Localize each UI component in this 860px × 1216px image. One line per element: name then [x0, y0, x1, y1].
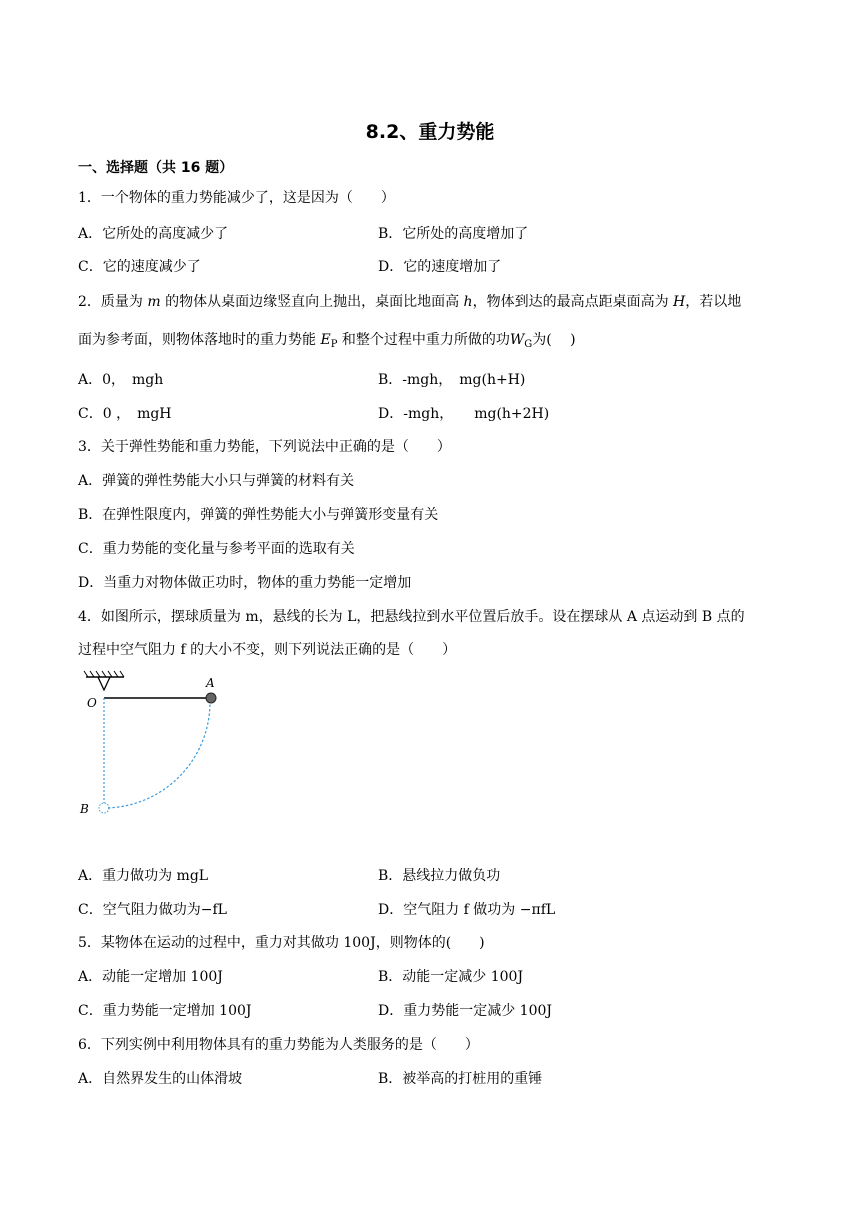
question-5-option-d: D．重力势能一定减少 100J [378, 1003, 553, 1019]
question-6-stem: 6．下列实例中利用物体具有的重力势能为人类服务的是（ ） [78, 1037, 479, 1053]
label-b: B [80, 802, 89, 816]
question-5-option-a: A．动能一定增加 100J [78, 969, 223, 985]
page-title: 8.2、重力势能 [365, 121, 495, 143]
question-5-stem: 5．某物体在运动的过程中，重力对其做功 100J，则物体的( ) [78, 935, 485, 951]
symbol-wg: W [509, 332, 525, 348]
question-3-option-d: D．当重力对物体做正功时，物体的重力势能一定增加 [78, 575, 412, 591]
question-2-option-a: A．0， mgh [78, 372, 164, 388]
question-4-option-b: B．悬线拉力做负功 [378, 868, 501, 884]
question-5-option-b: B．动能一定减少 100J [378, 969, 524, 985]
pendulum-ball-a [206, 693, 216, 703]
swing-arc-dashed [106, 700, 210, 808]
question-6-option-b: B．被举高的打桩用的重锤 [378, 1071, 543, 1087]
var-h: h [463, 294, 473, 310]
label-a: A [206, 676, 215, 690]
question-2-stem-line2: 面为参考面，则物体落地时的重力势能 $E_P$ 和整个过程中重力所做的功$W_G$为( ) [78, 332, 576, 350]
question-2-option-d: D．-mgh， mg(h+2H) [378, 406, 550, 422]
question-4-option-d: D．空气阻力 f 做功为 −πfL [378, 902, 556, 918]
question-1-option-d: D．它的速度增加了 [378, 259, 502, 275]
question-3-option-c: C．重力势能的变化量与参考平面的选取有关 [78, 541, 355, 557]
question-1-option-a: A．它所处的高度减少了 [78, 226, 229, 242]
pendulum-figure [78, 670, 228, 820]
question-6-option-a: A．自然界发生的山体滑坡 [78, 1071, 243, 1087]
question-4-stem-line1: 4．如图所示，摆球质量为 m，悬线的长为 L，把悬线拉到水平位置后放手。设在摆球从 A 点运动到 B 点的 [78, 609, 745, 625]
pendulum-ball-b-dashed [99, 803, 109, 813]
question-4-option-a: A．重力做功为 mgL [78, 868, 209, 884]
question-3-option-a: A．弹簧的弹性势能大小只与弹簧的材料有关 [78, 473, 355, 489]
question-4-option-c: C．空气阻力做功为−fL [78, 902, 227, 918]
question-3-stem: 3．关于弹性势能和重力势能，下列说法中正确的是（ ） [78, 439, 451, 455]
question-2-stem-line1: 2．质量为 m 的物体从桌面边缘竖直向上抛出，桌面比地面高 h，物体到达的最高点距桌面高为 H，若以地 [78, 294, 742, 310]
ceiling-support [84, 671, 124, 690]
question-2-option-c: C．0 ， mgH [78, 406, 172, 422]
question-1-option-b: B．它所处的高度增加了 [378, 226, 529, 242]
var-H: H [673, 294, 686, 310]
question-5-option-c: C．重力势能一定增加 100J [78, 1003, 252, 1019]
question-3-option-b: B．在弹性限度内，弹簧的弹性势能大小与弹簧形变量有关 [78, 507, 439, 523]
section-heading: 一、选择题（共 16 题） [78, 160, 234, 176]
var-m: m [147, 294, 161, 310]
symbol-ep: E [320, 332, 331, 348]
question-4-stem-line2: 过程中空气阻力 f 的大小不变，则下列说法正确的是（ ） [78, 642, 457, 658]
question-1-option-c: C．它的速度减少了 [78, 259, 201, 275]
question-2-option-b: B．-mgh， mg(h+H) [378, 372, 526, 388]
label-o: O [87, 696, 97, 710]
question-1-stem: 1．一个物体的重力势能减少了，这是因为（ ） [78, 190, 395, 206]
